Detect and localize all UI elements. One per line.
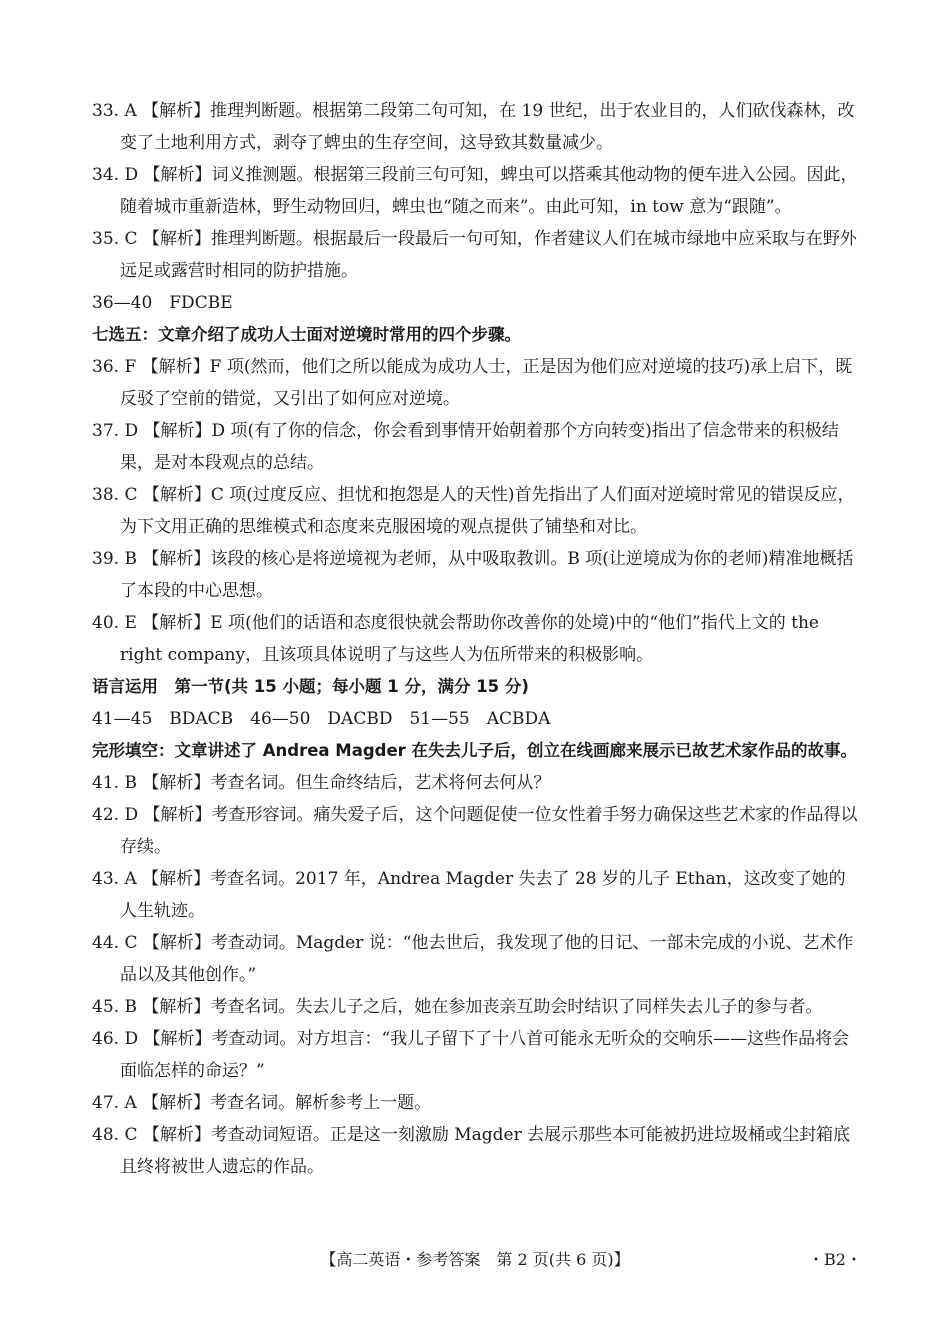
- answer-item: 43. A 【解析】考查名词。2017 年，Andrea Magder 失去了 28 岁的儿子 Ethan，这改变了她的人生轨迹。: [92, 869, 846, 921]
- answer-item: 35. C 【解析】推理判断题。根据最后一段最后一句可知，作者建议人们在城市绿地中应采取与在野外远足或露营时相同的防护措施。: [92, 229, 857, 281]
- answer-summary: 36—40 FDCBE: [92, 293, 233, 313]
- page-footer: 【高二英语・参考答案 第 2 页(共 6 页)】: [320, 1250, 630, 1269]
- answer-item: 33. A 【解析】推理判断题。根据第二段第二句可知，在 19 世纪，出于农业目的，人们砍伐森林，改变了土地利用方式，剥夺了蜱虫的生存空间，这导致其数量减少。: [92, 101, 855, 153]
- answer-summary: 41—45 BDACB 46—50 DACBD 51—55 ACBDA: [92, 709, 551, 729]
- answer-content: [92, 95, 862, 1183]
- answer-item: 41. B 【解析】考查名词。但生命终结后，艺术将何去何从？: [92, 773, 551, 793]
- answer-item: 34. D 【解析】词义推测题。根据第三段前三句可知，蜱虫可以搭乘其他动物的便车进入公园。因此，随着城市重新造林，野生动物回归，蜱虫也“随之而来”。由此可知，in tow 意为“跟随”。: [92, 165, 858, 217]
- answer-item: 37. D 【解析】D 项(有了你的信念，你会看到事情开始朝着那个方向转变)指出了信念带来的积极结果，是对本段观点的总结。: [92, 421, 839, 473]
- section-heading: 完形填空：文章讲述了 Andrea Magder 在失去儿子后，创立在线画廊来展示已故艺术家作品的故事。: [92, 741, 858, 760]
- answer-item: 47. A 【解析】考查名词。解析参考上一题。: [92, 1093, 432, 1113]
- section-heading: 七选五：文章介绍了成功人士面对逆境时常用的四个步骤。: [92, 325, 521, 344]
- answer-item: 48. C 【解析】考查动词短语。正是这一刻激励 Magder 去展示那些本可能被扔进垃圾桶或尘封箱底且终将被世人遗忘的作品。: [92, 1125, 851, 1177]
- answer-item: 44. C 【解析】考查动词。Magder 说：“他去世后，我发现了他的日记、一部未完成的小说、艺术作品以及其他创作。”: [92, 933, 854, 985]
- answer-item: 39. B 【解析】该段的核心是将逆境视为老师，从中吸取教训。B 项(让逆境成为你的老师)精准地概括了本段的中心思想。: [92, 549, 854, 601]
- answer-item: 36. F 【解析】F 项(然而，他们之所以能成为成功人士，正是因为他们应对逆境的技巧)承上启下，既反驳了空前的错觉，又引出了如何应对逆境。: [92, 357, 853, 409]
- answer-item: 42. D 【解析】考查形容词。痛失爱子后，这个问题促使一位女性着手努力确保这些艺术家的作品得以存续。: [92, 805, 858, 857]
- answer-item: 45. B 【解析】考查名词。失去儿子之后，她在参加丧亲互助会时结识了同样失去儿子的参与者。: [92, 997, 823, 1017]
- answer-item: 38. C 【解析】C 项(过度反应、担忧和抱怨是人的天性)首先指出了人们面对逆境时常见的错误反应，为下文用正确的思维模式和态度来克服困境的观点提供了铺垫和对比。: [92, 485, 855, 537]
- answer-item: 46. D 【解析】考查动词。对方坦言：“我儿子留下了十八首可能永无听众的交响乐——这些作品将会面临怎样的命运？”: [92, 1029, 850, 1081]
- page-code: ・B2・: [808, 1250, 862, 1269]
- section-heading: 语言运用 第一节(共 15 小题；每小题 1 分，满分 15 分): [92, 677, 529, 696]
- answer-item: 40. E 【解析】E 项(他们的话语和态度很快就会帮助你改善你的处境)中的“他们”指代上文的 the right company，且该项具体说明了与这些人为伍所带来的积极影响。: [92, 613, 819, 665]
